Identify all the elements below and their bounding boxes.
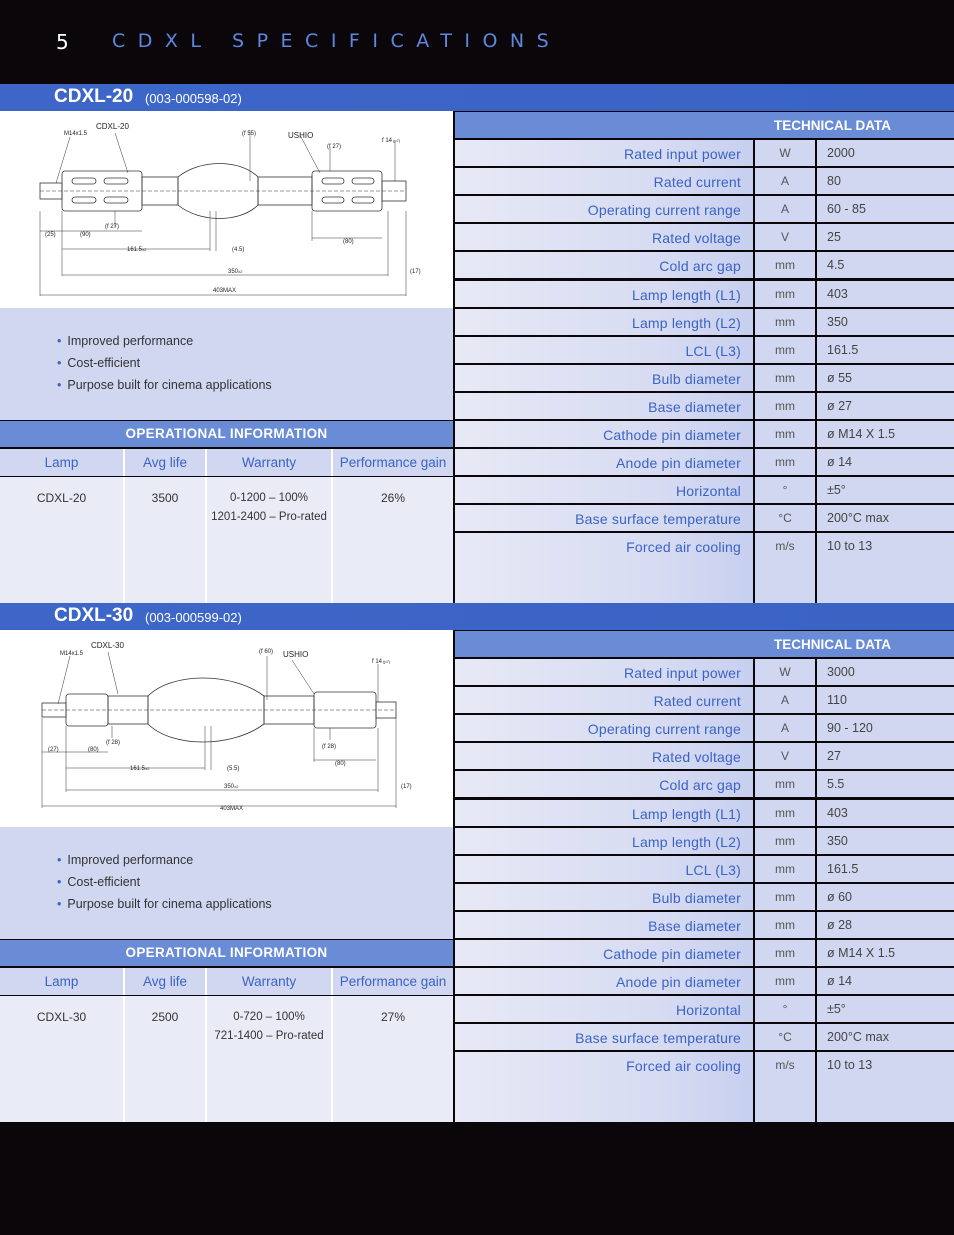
operational-info-header: OPERATIONAL INFORMATION [0,940,453,966]
tech-row [455,421,954,447]
tech-label: Forced air cooling [455,1052,753,1122]
tech-row [455,659,954,685]
tech-label: Horizontal [455,477,753,503]
col-header-lamp: Lamp [44,455,79,470]
tech-label: Bulb diameter [455,365,753,391]
tech-row [455,168,954,194]
diagram-dim-l2: (90) [80,232,91,238]
diagram-base-diameter-low: (f 28) [322,744,337,750]
diagram-dim-l6: 350±2 [228,269,243,275]
tech-unit: ° [755,477,815,503]
tech-unit: V [755,224,815,250]
tech-label: LCL (L3) [455,856,753,882]
tech-value: ø 28 [817,912,954,938]
tech-label: Cathode pin diameter [455,421,753,447]
model-code: (003-000598-02) [145,91,242,106]
tech-value: ø 60 [817,884,954,910]
tech-row [455,309,954,335]
feature-item: • Improved performance [57,853,272,875]
diagram-thread-label: M14x1.5 [60,651,84,657]
tech-unit: A [755,715,815,741]
model-code: (003-000599-02) [145,610,242,625]
diagram-thread-label: M14x1.5 [64,131,88,137]
tech-value: ±5° [817,996,954,1022]
model-name: CDXL-20 [54,86,134,107]
diagram-brand-label: USHIO [283,650,309,659]
tech-row [455,968,954,994]
tech-label: Cathode pin diameter [455,940,753,966]
features-panel [0,827,453,939]
tech-label: Cold arc gap [455,771,753,797]
tech-value: 10 to 13 [817,533,954,603]
diagram-brand-label: USHIO [288,131,314,140]
tech-label: Rated input power [455,659,753,685]
tech-row [455,477,954,503]
tech-unit: mm [755,337,815,363]
tech-row [455,912,954,938]
tech-label: Anode pin diameter [455,968,753,994]
diagram-dim-l8: 403MAX [220,806,244,812]
tech-value: 350 [817,828,954,854]
tech-label: Base surface temperature [455,1024,753,1050]
tech-label: Rated current [455,168,753,194]
tech-value: 3000 [817,659,954,685]
warranty-line: 721-1400 – Pro-rated [214,1030,324,1042]
tech-label: Operating current range [455,196,753,222]
features-panel [0,308,453,420]
technical-data-table [455,140,954,603]
diagram-dim-l4: 161.5±2 [127,247,147,253]
technical-data-header [455,631,954,657]
lamp-drawing-icon [0,111,453,308]
feature-item: • Cost-efficient [57,356,272,378]
tech-label: Lamp length (L2) [455,828,753,854]
cell-avg-life: 3500 [151,491,179,505]
tech-unit: mm [755,800,815,826]
tech-row [455,505,954,531]
tech-unit: m/s [755,1052,815,1122]
tech-value: 161.5 [817,337,954,363]
tech-value: ø 55 [817,365,954,391]
model-bar [0,603,954,630]
tech-row [455,252,954,278]
page-number: 5 [56,30,69,54]
tech-unit: W [755,659,815,685]
tech-row [455,365,954,391]
tech-value: 90 - 120 [817,715,954,741]
tech-value: 80 [817,168,954,194]
cell-warranty [207,996,331,1046]
tech-row [455,533,954,603]
col-header-avg-life: Avg life [142,974,188,989]
cell-lamp: CDXL-30 [36,1010,87,1024]
diagram-dim-l5: (4.5) [232,247,245,253]
tech-row [455,828,954,854]
tech-label: LCL (L3) [455,337,753,363]
features-list [57,853,272,919]
tech-unit: mm [755,252,815,278]
diagram-dim-l8: 403MAX [213,288,237,294]
tech-value: 403 [817,800,954,826]
tech-value: 403 [817,281,954,307]
tech-value: 10 to 13 [817,1052,954,1122]
tech-unit: mm [755,281,815,307]
feature-item: • Improved performance [57,334,272,356]
operational-info-row [0,477,453,603]
tech-unit: mm [755,884,815,910]
operational-column-headers [0,968,453,995]
tech-row [455,743,954,769]
cell-avg-life: 2500 [151,1010,179,1024]
tech-value: 2000 [817,140,954,166]
tech-unit: mm [755,771,815,797]
tech-unit: mm [755,421,815,447]
tech-label: Lamp length (L2) [455,309,753,335]
warranty-line: 0-1200 – 100% [229,492,308,504]
tech-label: Lamp length (L1) [455,281,753,307]
warranty-line: 1201-2400 – Pro-rated [211,511,327,523]
tech-value: ø M14 X 1.5 [817,940,954,966]
tech-row [455,771,954,797]
col-header-performance-gain: Performance gain [339,455,447,470]
diagram-base-diameter: (f 28) [106,740,121,746]
diagram-bulb-diameter: (f 55) [242,131,257,137]
technical-data-header [455,112,954,138]
diagram-model-label: CDXL-20 [96,122,129,131]
tech-row [455,393,954,419]
tech-unit: mm [755,449,815,475]
tech-label: Lamp length (L1) [455,800,753,826]
lamp-diagram [0,630,453,827]
tech-label: Rated current [455,687,753,713]
tech-unit: mm [755,856,815,882]
tech-row [455,800,954,826]
page-header [0,0,954,84]
tech-label: Rated voltage [455,743,753,769]
cell-performance-gain: 27% [380,1010,406,1024]
diagram-anode-diameter: f 14(p7) [382,138,401,144]
page-title: CDXL SPECIFICATIONS [112,30,562,52]
tech-row [455,940,954,966]
diagram-dim-l4: 161.5±2 [130,766,150,772]
tech-row [455,281,954,307]
col-header-lamp: Lamp [44,974,79,989]
tech-value: 350 [817,309,954,335]
diagram-dim-l5: (5.5) [227,766,240,772]
col-header-warranty: Warranty [241,974,297,989]
feature-item: • Purpose built for cinema applications [57,378,272,400]
tech-label: Forced air cooling [455,533,753,603]
tech-label: Anode pin diameter [455,449,753,475]
tech-value: ±5° [817,477,954,503]
operational-column-headers [0,449,453,476]
tech-unit: mm [755,968,815,994]
diagram-dim-l3: (80) [335,761,346,767]
col-header-avg-life: Avg life [142,455,188,470]
warranty-line: 0-720 – 100% [233,1011,305,1023]
tech-unit: mm [755,393,815,419]
tech-value: ø M14 X 1.5 [817,421,954,447]
tech-value: ø 14 [817,449,954,475]
tech-label: Base surface temperature [455,505,753,531]
tech-unit: °C [755,1024,815,1050]
tech-value: 200°C max [817,505,954,531]
technical-data-title: TECHNICAL DATA [774,118,891,133]
lamp-drawing-icon [0,630,453,827]
tech-label: Cold arc gap [455,252,753,278]
tech-row [455,1052,954,1122]
operational-info-row [0,996,453,1122]
tech-row [455,337,954,363]
tech-row [455,996,954,1022]
tech-row [455,196,954,222]
tech-value: 60 - 85 [817,196,954,222]
diagram-model-label: CDXL-30 [91,641,124,650]
diagram-bulb-diameter: (f 60) [259,649,274,655]
tech-label: Operating current range [455,715,753,741]
tech-value: 161.5 [817,856,954,882]
tech-label: Horizontal [455,996,753,1022]
diagram-dim-l3: (80) [343,239,354,245]
tech-unit: mm [755,365,815,391]
cell-performance-gain: 26% [380,491,406,505]
diagram-dim-l1: (25) [45,232,56,238]
tech-label: Rated input power [455,140,753,166]
tech-unit: A [755,168,815,194]
col-header-performance-gain: Performance gain [339,974,447,989]
tech-value: ø 27 [817,393,954,419]
technical-data-title: TECHNICAL DATA [774,637,891,652]
diagram-dim-l2: (80) [88,747,99,753]
feature-item: • Cost-efficient [57,875,272,897]
tech-row [455,140,954,166]
tech-label: Base diameter [455,393,753,419]
diagram-dim-l7: (17) [410,269,421,275]
col-header-warranty: Warranty [241,455,297,470]
tech-label: Bulb diameter [455,884,753,910]
model-name: CDXL-30 [54,605,134,626]
tech-unit: m/s [755,533,815,603]
cell-warranty [207,477,331,527]
diagram-dim-l1: (27) [48,747,59,753]
tech-value: ø 14 [817,968,954,994]
tech-unit: mm [755,912,815,938]
diagram-anode-diameter: f 14(p7) [372,659,391,665]
lamp-diagram [0,111,453,308]
feature-item: • Purpose built for cinema applications [57,897,272,919]
tech-unit: W [755,140,815,166]
diagram-dim-l7: (17) [401,784,412,790]
tech-label: Rated voltage [455,224,753,250]
tech-row [455,224,954,250]
tech-value: 27 [817,743,954,769]
technical-data-table [455,659,954,1122]
tech-unit: ° [755,996,815,1022]
tech-value: 110 [817,687,954,713]
spec-section-cdxl-30 [0,603,954,1122]
tech-row [455,715,954,741]
tech-row [455,884,954,910]
tech-value: 25 [817,224,954,250]
tech-value: 4.5 [817,252,954,278]
diagram-base-diameter-low: (f 27) [105,224,120,230]
tech-unit: A [755,687,815,713]
model-bar [0,84,954,111]
tech-row [455,449,954,475]
tech-unit: °C [755,505,815,531]
features-list [57,334,272,400]
operational-info-header: OPERATIONAL INFORMATION [0,421,453,447]
tech-value: 5.5 [817,771,954,797]
tech-value: 200°C max [817,1024,954,1050]
tech-unit: mm [755,309,815,335]
diagram-base-diameter: (f 27) [327,144,342,150]
tech-unit: A [755,196,815,222]
spec-section-cdxl-20 [0,84,954,603]
diagram-dim-l6: 350±2 [224,784,239,790]
tech-unit: V [755,743,815,769]
tech-unit: mm [755,828,815,854]
tech-row [455,687,954,713]
tech-unit: mm [755,940,815,966]
tech-row [455,856,954,882]
tech-row [455,1024,954,1050]
tech-label: Base diameter [455,912,753,938]
cell-lamp: CDXL-20 [36,491,87,505]
